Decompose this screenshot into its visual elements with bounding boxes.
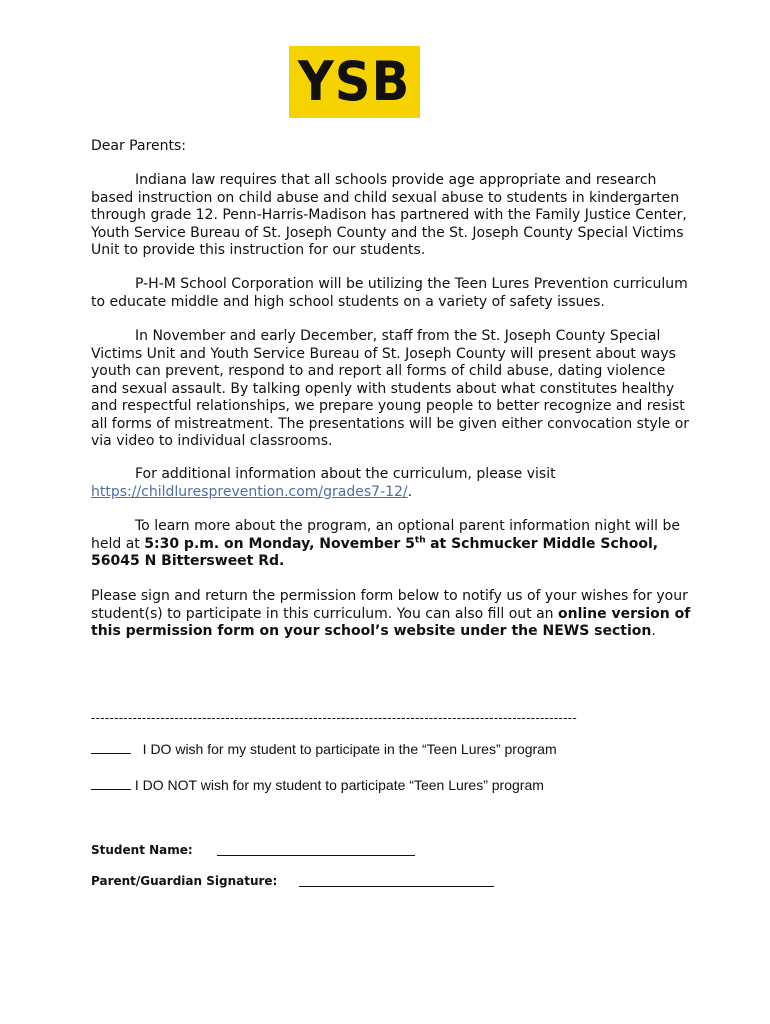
curriculum-link[interactable]: https://childluresprevention.com/grades7-12/: [91, 483, 408, 500]
paragraph-curriculum: P-H-M School Corporation will be utilizing the Teen Lures Prevention curriculum to educate middle and high school students on a variety of safety issues.: [91, 276, 688, 310]
option-yes-blank[interactable]: [91, 741, 131, 754]
info-night-location: at Schmucker Middle School, 56045 N Bittersweet Rd.: [91, 535, 659, 569]
info-night-date: 5:30 p.m. on Monday, November 5: [144, 535, 415, 552]
option-no-blank[interactable]: [91, 777, 131, 790]
option-no-label: I DO NOT wish for my student to participate “Teen Lures” program: [134, 777, 544, 793]
info-night-date-suffix: th: [414, 534, 426, 545]
additional-info-end: .: [407, 483, 413, 500]
student-name-label: Student Name:: [91, 843, 193, 857]
greeting: Dear Parents:: [91, 138, 187, 154]
ysb-logo-inner: [294, 51, 415, 113]
permission-end: .: [651, 623, 656, 639]
paragraph-additional-info: [91, 466, 691, 501]
permission-online-note: online version of this permission form on your school’s website under the NEWS section: [91, 605, 691, 639]
paragraph-info-night: [91, 518, 691, 571]
option-yes: [91, 741, 691, 758]
permission-text: Please sign and return the permission form below to notify us of your wishes for your student(s) to participate in this curriculum. You can also fill out an: [91, 588, 688, 622]
paragraph-indiana-law: Indiana law requires that all schools provide age appropriate and research based instruction on child abuse and child sexual abuse to students in kindergarten through grade 12. Penn-Harris-Madison has partnered with the Family Justice Center, Youth Service Bureau of St. Joseph County and the St. Joseph County Special Victims Unit to provide this instruction for our students.: [91, 172, 687, 258]
additional-info-text: For additional information about the curriculum, please visit: [135, 466, 556, 482]
paragraph-permission: [91, 588, 691, 641]
option-yes-label: I DO wish for my student to participate in the “Teen Lures” program: [142, 741, 557, 757]
paragraph-presentations: In November and early December, staff from the St. Joseph County Special Victims Unit and Youth Service Bureau of St. Joseph County will present about ways youth can prevent, respond to and report all forms of child abuse, dating violence and sexual assault. By talking openly with students about what constitutes healthy and respectful relationships, we prepare young people to better recognize and resist all forms of mistreatment. The presentations will be given either convocation style or via video to individual classrooms.: [91, 328, 690, 449]
ysb-logo: [289, 46, 420, 118]
option-no: [91, 777, 691, 794]
student-name-line[interactable]: [217, 855, 415, 856]
info-night-text: To learn more about the program, an optional parent information night will be held at: [91, 518, 680, 552]
cut-line-separator: ---------------------------------------------------------------------------------------------------------: [91, 711, 578, 725]
ysb-logo-text: YSB: [298, 50, 411, 113]
signature-label: Parent/Guardian Signature:: [91, 874, 278, 888]
signature-line[interactable]: [299, 886, 494, 887]
